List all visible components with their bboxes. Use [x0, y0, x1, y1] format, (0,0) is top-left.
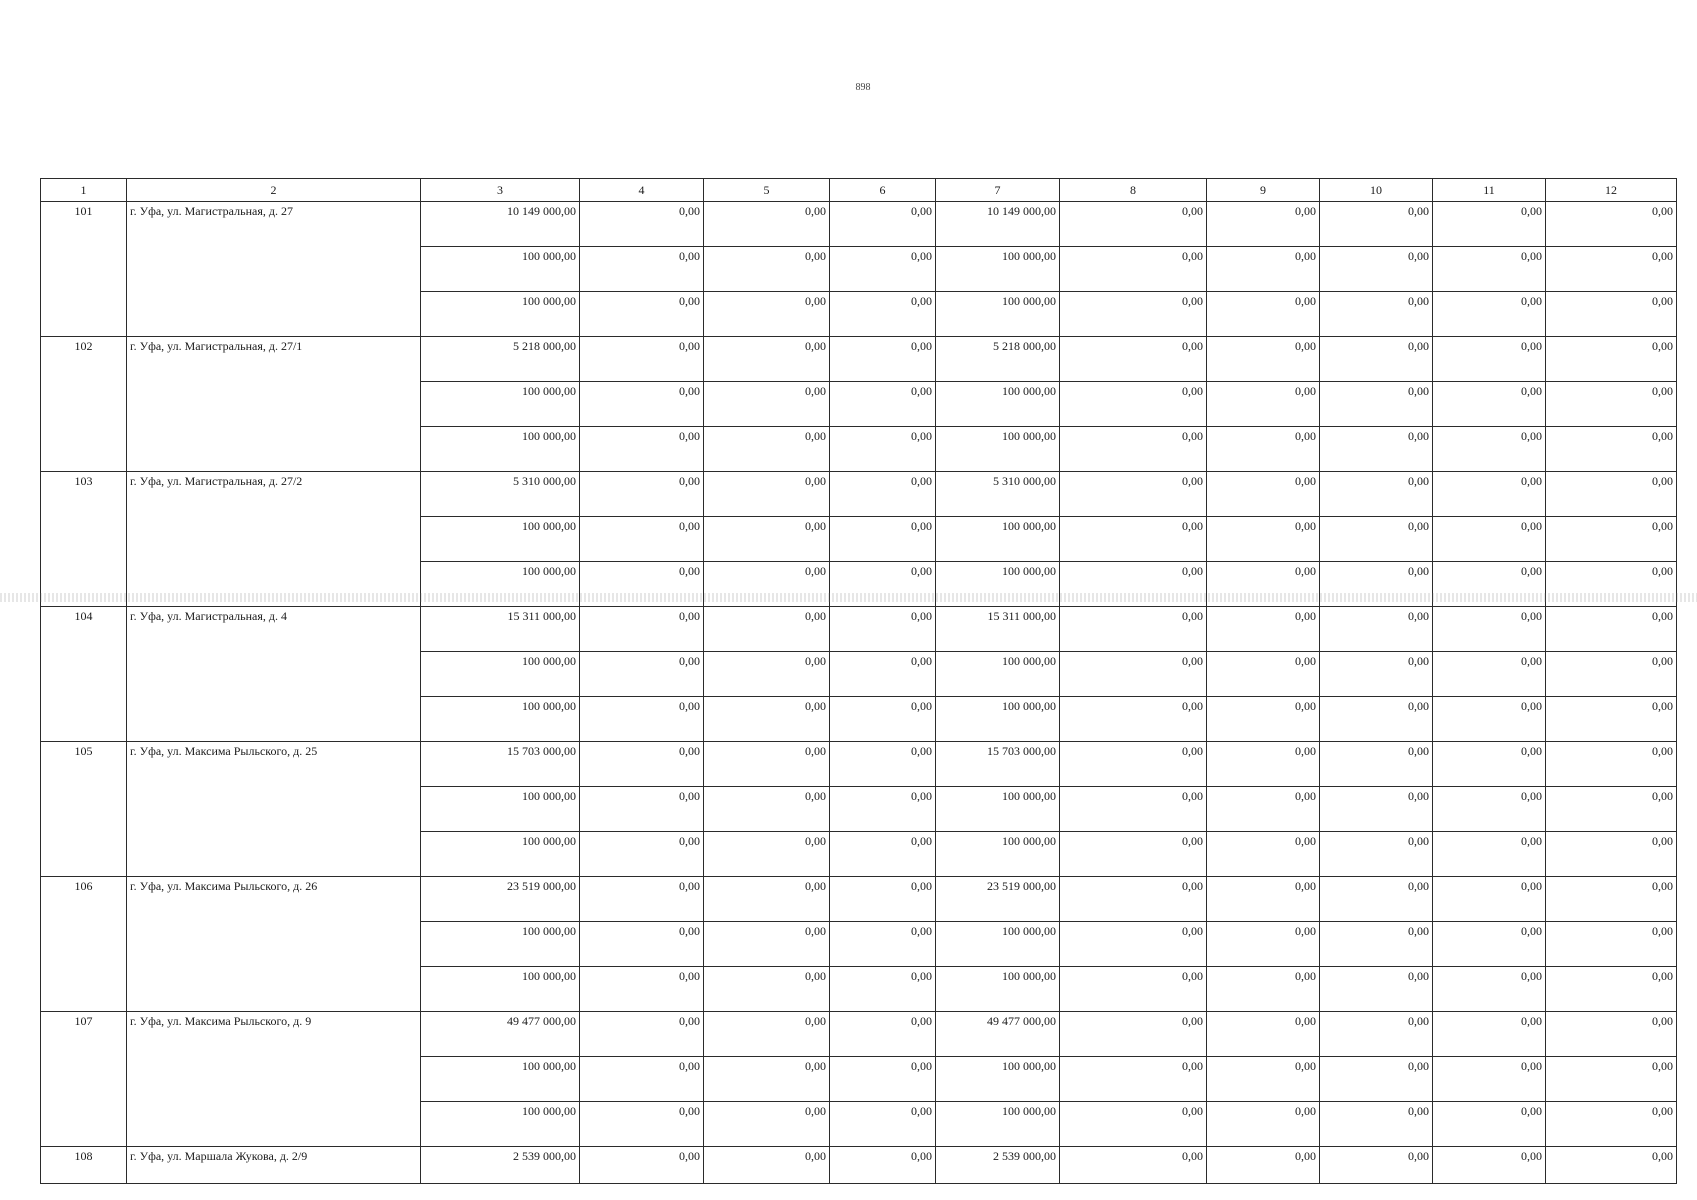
value-cell: 100 000,00	[936, 652, 1060, 697]
value-cell: 0,00	[1060, 202, 1207, 247]
header-row	[41, 179, 1677, 202]
value-cell: 0,00	[1320, 202, 1433, 247]
value-cell: 5 218 000,00	[421, 337, 580, 382]
value-cell: 100 000,00	[421, 562, 580, 607]
value-cell: 0,00	[830, 787, 936, 832]
page-number: 898	[855, 82, 871, 93]
value-cell: 0,00	[704, 1057, 830, 1102]
value-cell: 0,00	[1207, 427, 1320, 472]
value-cell: 100 000,00	[421, 1102, 580, 1147]
value-cell: 0,00	[1433, 697, 1546, 742]
value-cell: 0,00	[1546, 652, 1677, 697]
value-cell: 0,00	[1546, 742, 1677, 787]
value-cell: 0,00	[580, 967, 704, 1012]
table-row	[41, 337, 1677, 382]
row-index-cell: 108	[41, 1147, 127, 1184]
column-header: 9	[1207, 179, 1320, 202]
value-cell: 100 000,00	[421, 292, 580, 337]
value-cell: 23 519 000,00	[936, 877, 1060, 922]
value-cell: 0,00	[1320, 742, 1433, 787]
value-cell: 0,00	[1207, 202, 1320, 247]
value-cell: 0,00	[1433, 787, 1546, 832]
value-cell: 0,00	[1546, 922, 1677, 967]
value-cell: 100 000,00	[936, 922, 1060, 967]
value-cell: 0,00	[1546, 607, 1677, 652]
value-cell: 100 000,00	[421, 922, 580, 967]
value-cell: 0,00	[580, 382, 704, 427]
value-cell: 100 000,00	[936, 697, 1060, 742]
value-cell: 100 000,00	[421, 1057, 580, 1102]
value-cell: 0,00	[1433, 1147, 1546, 1184]
value-cell: 100 000,00	[936, 1102, 1060, 1147]
value-cell: 0,00	[830, 922, 936, 967]
value-cell: 0,00	[1546, 247, 1677, 292]
value-cell: 0,00	[1320, 247, 1433, 292]
value-cell: 0,00	[1207, 382, 1320, 427]
value-cell: 0,00	[1546, 787, 1677, 832]
value-cell: 0,00	[1433, 517, 1546, 562]
value-cell: 0,00	[704, 337, 830, 382]
value-cell: 0,00	[1433, 427, 1546, 472]
value-cell: 0,00	[1207, 1057, 1320, 1102]
value-cell: 100 000,00	[421, 652, 580, 697]
value-cell: 0,00	[1546, 292, 1677, 337]
value-cell: 0,00	[704, 427, 830, 472]
value-cell: 0,00	[1320, 292, 1433, 337]
value-cell: 0,00	[830, 742, 936, 787]
value-cell: 15 703 000,00	[936, 742, 1060, 787]
value-cell: 100 000,00	[936, 1057, 1060, 1102]
value-cell: 0,00	[1433, 607, 1546, 652]
row-index-cell: 103	[41, 472, 127, 607]
value-cell: 0,00	[704, 517, 830, 562]
value-cell: 0,00	[704, 562, 830, 607]
value-cell: 0,00	[1060, 922, 1207, 967]
value-cell: 0,00	[1433, 562, 1546, 607]
value-cell: 0,00	[1320, 787, 1433, 832]
value-cell: 0,00	[1433, 742, 1546, 787]
value-cell: 0,00	[704, 472, 830, 517]
value-cell: 0,00	[580, 517, 704, 562]
value-cell: 0,00	[704, 1147, 830, 1184]
value-cell: 0,00	[580, 877, 704, 922]
value-cell: 15 703 000,00	[421, 742, 580, 787]
value-cell: 0,00	[830, 1102, 936, 1147]
value-cell: 100 000,00	[421, 697, 580, 742]
column-header: 3	[421, 179, 580, 202]
value-cell: 0,00	[830, 472, 936, 517]
value-cell: 0,00	[580, 247, 704, 292]
column-header: 8	[1060, 179, 1207, 202]
value-cell: 0,00	[1060, 607, 1207, 652]
table-body	[41, 202, 1677, 1184]
row-index-cell: 107	[41, 1012, 127, 1147]
value-cell: 0,00	[704, 787, 830, 832]
value-cell: 0,00	[830, 967, 936, 1012]
value-cell: 5 310 000,00	[421, 472, 580, 517]
value-cell: 100 000,00	[936, 787, 1060, 832]
value-cell: 0,00	[580, 742, 704, 787]
value-cell: 5 218 000,00	[936, 337, 1060, 382]
value-cell: 0,00	[1060, 382, 1207, 427]
value-cell: 0,00	[1320, 1147, 1433, 1184]
value-cell: 0,00	[1060, 1057, 1207, 1102]
row-index-cell: 101	[41, 202, 127, 337]
value-cell: 0,00	[1433, 247, 1546, 292]
value-cell: 0,00	[1546, 382, 1677, 427]
table-row	[41, 202, 1677, 247]
value-cell: 49 477 000,00	[421, 1012, 580, 1057]
value-cell: 0,00	[1207, 562, 1320, 607]
value-cell: 0,00	[580, 787, 704, 832]
value-cell: 0,00	[830, 517, 936, 562]
value-cell: 0,00	[580, 1057, 704, 1102]
value-cell: 0,00	[580, 652, 704, 697]
value-cell: 0,00	[1546, 1147, 1677, 1184]
value-cell: 0,00	[1320, 697, 1433, 742]
value-cell: 0,00	[1546, 967, 1677, 1012]
value-cell: 0,00	[1320, 607, 1433, 652]
value-cell: 0,00	[1060, 652, 1207, 697]
value-cell: 100 000,00	[936, 517, 1060, 562]
value-cell: 0,00	[830, 1012, 936, 1057]
value-cell: 0,00	[1060, 562, 1207, 607]
value-cell: 100 000,00	[936, 292, 1060, 337]
value-cell: 0,00	[580, 292, 704, 337]
value-cell: 0,00	[704, 652, 830, 697]
value-cell: 0,00	[1433, 337, 1546, 382]
value-cell: 0,00	[1060, 292, 1207, 337]
value-cell: 0,00	[1207, 472, 1320, 517]
value-cell: 0,00	[1207, 292, 1320, 337]
value-cell: 0,00	[1060, 1147, 1207, 1184]
value-cell: 0,00	[1207, 742, 1320, 787]
value-cell: 0,00	[1060, 1012, 1207, 1057]
value-cell: 100 000,00	[936, 562, 1060, 607]
value-cell: 100 000,00	[421, 967, 580, 1012]
table-row	[41, 1012, 1677, 1057]
value-cell: 0,00	[1546, 517, 1677, 562]
value-cell: 100 000,00	[421, 787, 580, 832]
value-cell: 0,00	[704, 247, 830, 292]
column-header: 11	[1433, 179, 1546, 202]
row-index-cell: 106	[41, 877, 127, 1012]
value-cell: 0,00	[830, 697, 936, 742]
row-index-cell: 105	[41, 742, 127, 877]
value-cell: 0,00	[1546, 472, 1677, 517]
value-cell: 0,00	[1320, 1057, 1433, 1102]
value-cell: 0,00	[704, 742, 830, 787]
value-cell: 0,00	[1320, 1102, 1433, 1147]
value-cell: 0,00	[1320, 562, 1433, 607]
table-row	[41, 877, 1677, 922]
value-cell: 10 149 000,00	[936, 202, 1060, 247]
value-cell: 0,00	[830, 652, 936, 697]
value-cell: 0,00	[704, 1012, 830, 1057]
address-cell: г. Уфа, ул. Максима Рыльского, д. 25	[127, 742, 421, 877]
value-cell: 0,00	[1207, 787, 1320, 832]
value-cell: 2 539 000,00	[936, 1147, 1060, 1184]
value-cell: 0,00	[1320, 652, 1433, 697]
value-cell: 0,00	[1207, 247, 1320, 292]
value-cell: 0,00	[1433, 1102, 1546, 1147]
value-cell: 0,00	[1207, 832, 1320, 877]
data-table	[40, 178, 1677, 1184]
value-cell: 0,00	[1546, 697, 1677, 742]
value-cell: 0,00	[580, 1147, 704, 1184]
value-cell: 0,00	[580, 1102, 704, 1147]
value-cell: 0,00	[580, 697, 704, 742]
value-cell: 0,00	[1546, 832, 1677, 877]
value-cell: 0,00	[1546, 1012, 1677, 1057]
value-cell: 0,00	[1060, 742, 1207, 787]
value-cell: 0,00	[580, 427, 704, 472]
value-cell: 0,00	[1546, 427, 1677, 472]
value-cell: 0,00	[1433, 652, 1546, 697]
value-cell: 0,00	[830, 292, 936, 337]
value-cell: 0,00	[1207, 1147, 1320, 1184]
column-header: 4	[580, 179, 704, 202]
value-cell: 0,00	[704, 967, 830, 1012]
table-row	[41, 472, 1677, 517]
value-cell: 0,00	[1060, 832, 1207, 877]
value-cell: 0,00	[704, 832, 830, 877]
value-cell: 0,00	[1060, 472, 1207, 517]
column-header: 2	[127, 179, 421, 202]
value-cell: 0,00	[1207, 877, 1320, 922]
value-cell: 0,00	[1433, 202, 1546, 247]
value-cell: 0,00	[1060, 1102, 1207, 1147]
value-cell: 100 000,00	[936, 832, 1060, 877]
address-cell: г. Уфа, ул. Магистральная, д. 27/2	[127, 472, 421, 607]
table-row	[41, 742, 1677, 787]
value-cell: 0,00	[1060, 337, 1207, 382]
value-cell: 49 477 000,00	[936, 1012, 1060, 1057]
value-cell: 0,00	[704, 1102, 830, 1147]
value-cell: 0,00	[580, 922, 704, 967]
value-cell: 0,00	[1320, 337, 1433, 382]
value-cell: 0,00	[1207, 697, 1320, 742]
value-cell: 0,00	[580, 562, 704, 607]
value-cell: 0,00	[1320, 832, 1433, 877]
value-cell: 0,00	[704, 382, 830, 427]
value-cell: 0,00	[1433, 382, 1546, 427]
value-cell: 0,00	[1207, 922, 1320, 967]
row-index-cell: 102	[41, 337, 127, 472]
value-cell: 100 000,00	[421, 382, 580, 427]
address-cell: г. Уфа, ул. Максима Рыльского, д. 26	[127, 877, 421, 1012]
value-cell: 0,00	[1320, 967, 1433, 1012]
value-cell: 0,00	[830, 337, 936, 382]
value-cell: 100 000,00	[936, 967, 1060, 1012]
column-header: 1	[41, 179, 127, 202]
value-cell: 0,00	[1546, 562, 1677, 607]
value-cell: 0,00	[1060, 427, 1207, 472]
value-cell: 0,00	[1546, 202, 1677, 247]
value-cell: 0,00	[1320, 382, 1433, 427]
value-cell: 0,00	[1433, 292, 1546, 337]
address-cell: г. Уфа, ул. Маршала Жукова, д. 2/9	[127, 1147, 421, 1184]
value-cell: 0,00	[1060, 517, 1207, 562]
value-cell: 0,00	[1060, 967, 1207, 1012]
value-cell: 0,00	[1433, 922, 1546, 967]
address-cell: г. Уфа, ул. Максима Рыльского, д. 9	[127, 1012, 421, 1147]
value-cell: 0,00	[704, 922, 830, 967]
value-cell: 0,00	[1433, 1057, 1546, 1102]
value-cell: 0,00	[1207, 1012, 1320, 1057]
column-header: 5	[704, 179, 830, 202]
value-cell: 0,00	[1207, 1102, 1320, 1147]
value-cell: 0,00	[1060, 877, 1207, 922]
value-cell: 0,00	[830, 562, 936, 607]
value-cell: 0,00	[704, 292, 830, 337]
value-cell: 100 000,00	[421, 517, 580, 562]
value-cell: 15 311 000,00	[936, 607, 1060, 652]
value-cell: 0,00	[830, 832, 936, 877]
value-cell: 0,00	[704, 877, 830, 922]
value-cell: 0,00	[830, 607, 936, 652]
value-cell: 0,00	[580, 607, 704, 652]
value-cell: 0,00	[1320, 427, 1433, 472]
value-cell: 0,00	[1433, 472, 1546, 517]
value-cell: 0,00	[830, 427, 936, 472]
value-cell: 0,00	[1320, 472, 1433, 517]
row-index-cell: 104	[41, 607, 127, 742]
value-cell: 0,00	[830, 1147, 936, 1184]
value-cell: 0,00	[830, 202, 936, 247]
value-cell: 100 000,00	[421, 832, 580, 877]
value-cell: 0,00	[1207, 337, 1320, 382]
table-row	[41, 607, 1677, 652]
value-cell: 0,00	[830, 1057, 936, 1102]
value-cell: 0,00	[830, 382, 936, 427]
value-cell: 0,00	[1546, 337, 1677, 382]
value-cell: 0,00	[830, 877, 936, 922]
value-cell: 0,00	[1433, 967, 1546, 1012]
column-header: 10	[1320, 179, 1433, 202]
value-cell: 0,00	[1546, 1057, 1677, 1102]
value-cell: 0,00	[580, 1012, 704, 1057]
value-cell: 0,00	[1207, 652, 1320, 697]
value-cell: 0,00	[830, 247, 936, 292]
value-cell: 0,00	[1060, 697, 1207, 742]
value-cell: 100 000,00	[421, 427, 580, 472]
value-cell: 0,00	[1433, 832, 1546, 877]
value-cell: 23 519 000,00	[421, 877, 580, 922]
value-cell: 0,00	[1320, 877, 1433, 922]
value-cell: 0,00	[704, 697, 830, 742]
column-header: 6	[830, 179, 936, 202]
value-cell: 100 000,00	[936, 247, 1060, 292]
value-cell: 0,00	[580, 337, 704, 382]
value-cell: 0,00	[1060, 787, 1207, 832]
value-cell: 0,00	[580, 472, 704, 517]
value-cell: 15 311 000,00	[421, 607, 580, 652]
value-cell: 0,00	[1320, 517, 1433, 562]
data-table-container	[40, 178, 1676, 1184]
value-cell: 100 000,00	[936, 427, 1060, 472]
value-cell: 0,00	[1207, 607, 1320, 652]
value-cell: 0,00	[1320, 922, 1433, 967]
value-cell: 0,00	[580, 202, 704, 247]
value-cell: 0,00	[1320, 1012, 1433, 1057]
value-cell: 0,00	[1207, 967, 1320, 1012]
value-cell: 0,00	[1546, 1102, 1677, 1147]
value-cell: 10 149 000,00	[421, 202, 580, 247]
value-cell: 5 310 000,00	[936, 472, 1060, 517]
column-header: 7	[936, 179, 1060, 202]
address-cell: г. Уфа, ул. Магистральная, д. 27/1	[127, 337, 421, 472]
address-cell: г. Уфа, ул. Магистральная, д. 27	[127, 202, 421, 337]
value-cell: 0,00	[704, 607, 830, 652]
value-cell: 0,00	[1433, 877, 1546, 922]
value-cell: 0,00	[1060, 247, 1207, 292]
value-cell: 0,00	[1546, 877, 1677, 922]
value-cell: 0,00	[1433, 1012, 1546, 1057]
value-cell: 0,00	[1207, 517, 1320, 562]
value-cell: 100 000,00	[936, 382, 1060, 427]
address-cell: г. Уфа, ул. Магистральная, д. 4	[127, 607, 421, 742]
column-header: 12	[1546, 179, 1677, 202]
table-row	[41, 1147, 1677, 1184]
value-cell: 100 000,00	[421, 247, 580, 292]
value-cell: 0,00	[580, 832, 704, 877]
value-cell: 2 539 000,00	[421, 1147, 580, 1184]
value-cell: 0,00	[704, 202, 830, 247]
